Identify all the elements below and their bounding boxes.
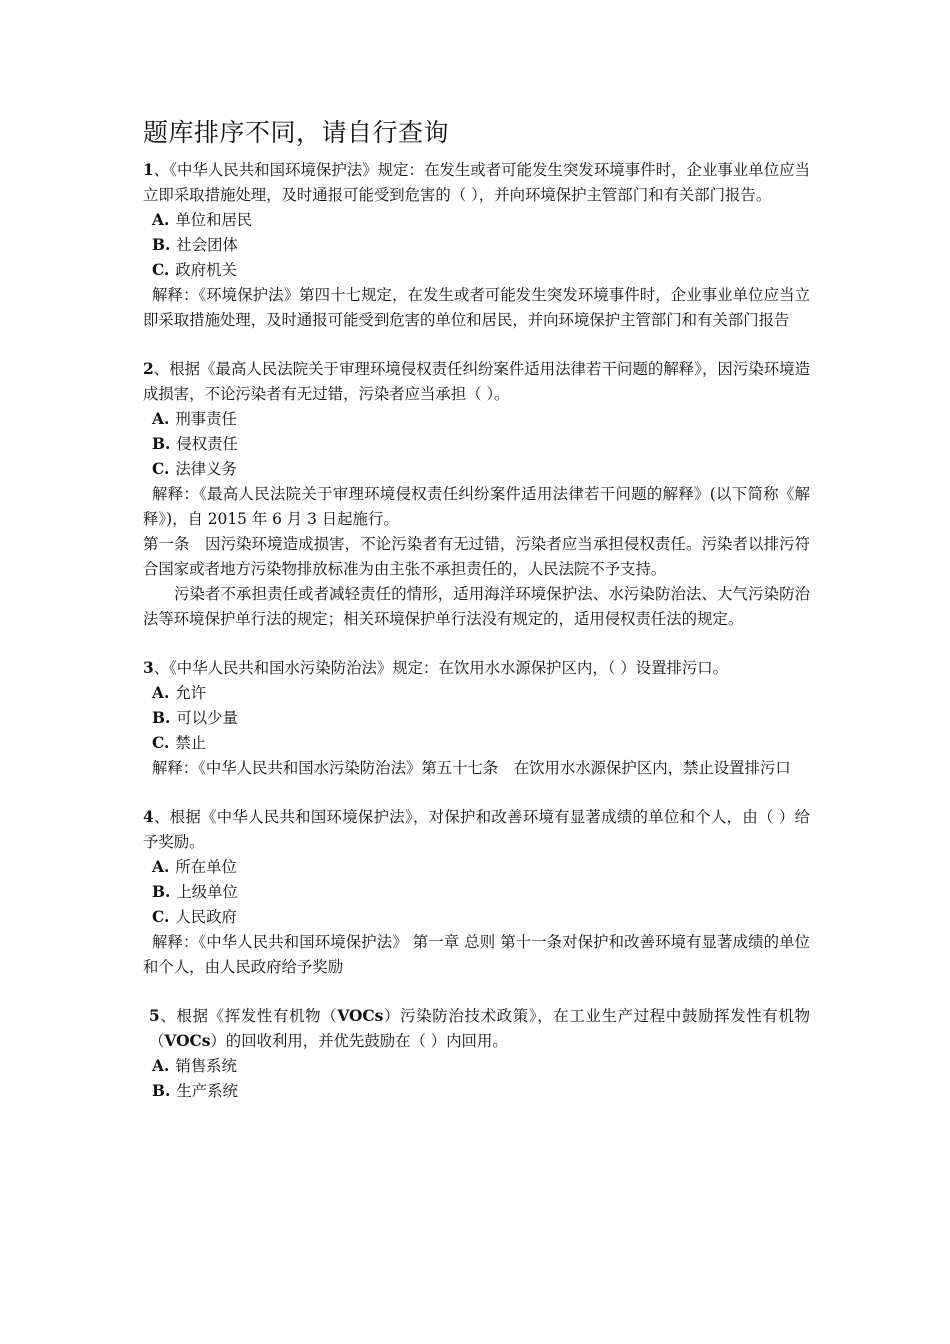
option-letter: A. — [152, 410, 170, 428]
option-letter: C. — [152, 460, 170, 478]
option-letter: A. — [152, 211, 170, 229]
option-letter: B. — [152, 1082, 171, 1100]
explanation-label: 解释： — [152, 759, 199, 777]
question-number: 3 — [143, 659, 154, 677]
question-text: 、根据《挥发性有机物（ — [159, 1007, 338, 1025]
option-a — [143, 855, 810, 880]
question-number: 4 — [143, 808, 154, 826]
option-b — [143, 1079, 810, 1104]
option-a — [143, 407, 810, 432]
question-5 — [143, 1004, 810, 1104]
option-text: 社会团体 — [176, 236, 238, 254]
option-text: 上级单位 — [176, 883, 238, 901]
question-4 — [143, 805, 810, 980]
option-b — [143, 432, 810, 457]
page-title: 题库排序不同，请自行查询 — [143, 118, 450, 147]
option-text: 可以少量 — [176, 709, 238, 727]
explanation-paragraph: 污染者不承担责任或者减轻责任的情形，适用海洋环境保护法、水污染防治法、大气污染防治法等环境保护单行法的规定；相关环境保护单行法没有规定的，适用侵权责任法的规定。 — [143, 585, 810, 628]
option-text: 允许 — [175, 684, 207, 702]
option-text: 政府机关 — [175, 261, 237, 279]
question-text: 、根据《中华人民共和国环境保护法》，对保护和改善环境有显著成绩的单位和个人，由（ ）给予奖励。 — [143, 808, 810, 851]
option-text: 所在单位 — [175, 858, 237, 876]
option-text: 禁止 — [175, 734, 207, 752]
question-3 — [143, 656, 810, 781]
option-letter: A. — [152, 858, 170, 876]
question-text-bold: VOCs — [337, 1007, 384, 1025]
explanation — [143, 283, 810, 333]
question-1 — [143, 158, 810, 333]
option-a — [143, 1054, 810, 1079]
option-c — [143, 258, 810, 283]
option-a — [143, 208, 810, 233]
question-text-bold: VOCs — [164, 1032, 211, 1050]
option-letter: B. — [152, 883, 171, 901]
question-text: ）的回收利用，并优先鼓励在（ ）内回用。 — [210, 1032, 508, 1050]
option-letter: C. — [152, 261, 170, 279]
question-number: 1 — [143, 161, 154, 179]
option-a — [143, 681, 810, 706]
option-b — [143, 880, 810, 905]
explanation-paragraph: 第一条 因污染环境造成损害，不论污染者有无过错，污染者应当承担侵权责任。污染者以排污符合国家或者地方污染物排放标准为由主张不承担责任的，人民法院不予支持。 — [143, 535, 810, 578]
option-text: 刑事责任 — [175, 410, 237, 428]
question-stem — [143, 1004, 810, 1054]
explanation-label: 解释： — [152, 485, 200, 503]
document-page — [143, 112, 810, 1128]
explanation-label: 解释： — [152, 933, 199, 951]
option-text: 侵权责任 — [176, 435, 238, 453]
question-stem — [143, 158, 810, 208]
question-text: 、《中华人民共和国水污染防治法》规定：在饮用水水源保护区内，（ ）设置排污口。 — [153, 659, 729, 677]
option-letter: A. — [152, 684, 170, 702]
explanation-text: 《中华人民共和国环境保护法》 第一章 总则 第十一条对保护和改善环境有显著成绩的单位和个人，由人民政府给予奖励 — [143, 933, 810, 976]
question-stem — [143, 357, 810, 407]
option-c — [143, 457, 810, 482]
option-letter: C. — [152, 734, 170, 752]
option-text: 销售系统 — [175, 1057, 237, 1075]
explanation-text: 《环境保护法》第四十七规定，在发生或者可能发生突发环境事件时，企业事业单位应当立即采取措施处理，及时通报可能受到危害的单位和居民，并向环境保护主管部门和有关部门报告 — [143, 286, 810, 329]
option-letter: A. — [152, 1057, 170, 1075]
question-number: 5 — [149, 1007, 160, 1025]
question-stem — [143, 656, 810, 681]
question-text: 、《中华人民共和国环境保护法》规定：在发生或者可能发生突发环境事件时，企业事业单位应当立即采取措施处理，及时通报可能受到危害的（ ），并向环境保护主管部门和有关部门报告。 — [143, 161, 810, 204]
explanation — [143, 756, 810, 781]
question-text: 、根据《最高人民法院关于审理环境侵权责任纠纷案件适用法律若干问题的解释》，因污染环境造成损害，不论污染者有无过错，污染者应当承担（ ）。 — [143, 360, 810, 403]
question-text: ）污染防治技术政策》，在工业生产过程中鼓励挥发性有机物（ — [149, 1007, 810, 1050]
explanation-label: 解释： — [152, 286, 199, 304]
option-letter: B. — [152, 709, 171, 727]
option-text: 单位和居民 — [175, 211, 253, 229]
explanation — [143, 930, 810, 980]
question-2 — [143, 357, 810, 632]
option-b — [143, 706, 810, 731]
option-letter: B. — [152, 236, 171, 254]
option-text: 生产系统 — [176, 1082, 238, 1100]
option-c — [143, 905, 810, 930]
option-b — [143, 233, 810, 258]
option-letter: C. — [152, 908, 170, 926]
question-stem — [143, 805, 810, 855]
option-text: 人民政府 — [175, 908, 237, 926]
explanation-text: 《中华人民共和国水污染防治法》第五十七条 在饮用水水源保护区内，禁止设置排污口 — [198, 759, 791, 777]
option-c — [143, 731, 810, 756]
explanation — [143, 482, 810, 532]
question-number: 2 — [143, 360, 154, 378]
option-letter: B. — [152, 435, 171, 453]
option-text: 法律义务 — [175, 460, 237, 478]
explanation-text: 《最高人民法院关于审理环境侵权责任纠纷案件适用法律若干问题的解释》(以下简称《解释》)，自 2015 年 6 月 3 日起施行。 — [143, 485, 810, 528]
